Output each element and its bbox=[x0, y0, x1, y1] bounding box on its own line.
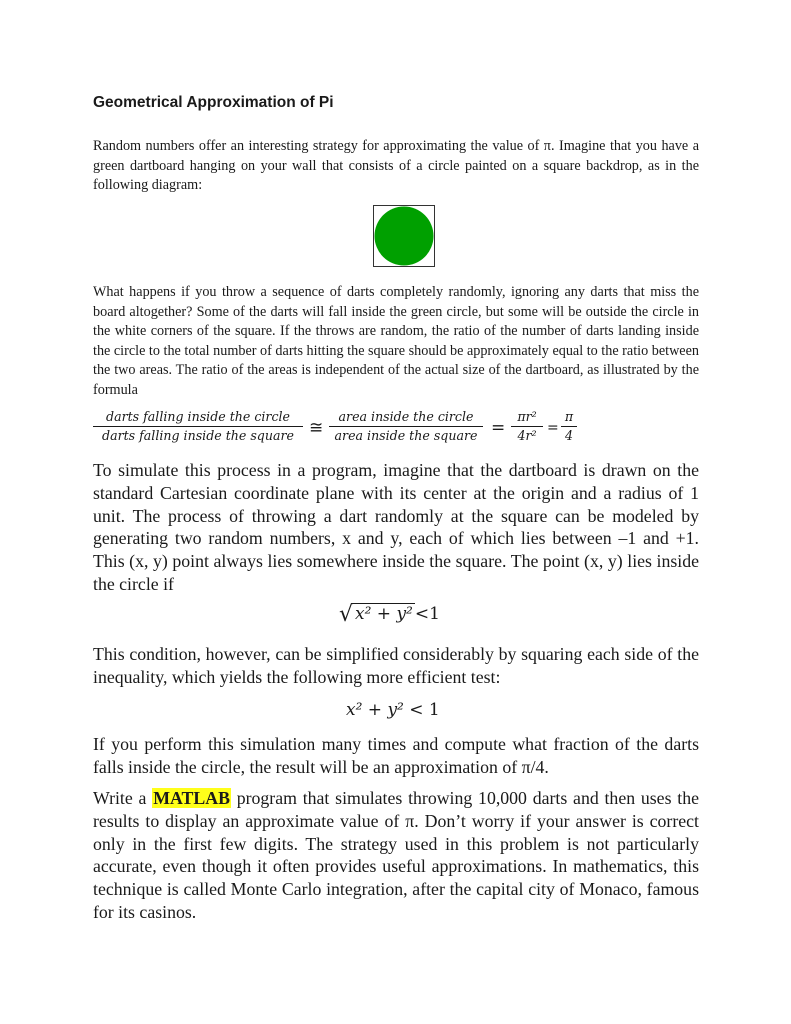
test-lhs: x² + y² bbox=[346, 700, 404, 720]
test-condition bbox=[346, 700, 440, 720]
simplify-paragraph: This condition, however, can be simplified considerably by squaring each side of the inequality, which yields the following more efficient test: bbox=[93, 644, 699, 687]
area-fraction-denominator: area inside the square bbox=[334, 428, 478, 443]
darts-fraction-denominator: darts falling inside the square bbox=[102, 428, 294, 443]
sqrt-radicand: x² + y² bbox=[355, 604, 413, 624]
equals-symbol-1: = bbox=[491, 418, 506, 438]
simulate-paragraph: To simulate this process in a program, imagine that the dartboard is drawn on the standard Cartesian coordinate plane with its center at the origin and a radius of 1 unit. The process of throwing a dart randomly at the square can be modeled by generating two random numbers, x and y, each of which lies between –1 and +1. This (x, y) point always lies somewhere inside the square. The point (x, y) lies inside the circle if bbox=[93, 460, 699, 594]
radius-fraction-denominator: 4r² bbox=[517, 428, 537, 443]
task-text-after: program that simulates throwing 10,000 darts and then uses the results to display an approximate value of π. Don’t worry if your answer is correct only in the first few digits. The strategy used in this problem is not particularly accurate, even though it often provides useful approximations. In mathematics, this technique is called Monte Carlo integration, after the capital city of Monaco, famous for its casinos. bbox=[93, 788, 699, 922]
pi-quarter-numerator: π bbox=[561, 408, 577, 427]
sqrt-condition bbox=[339, 602, 440, 627]
area-fraction-numerator: area inside the circle bbox=[329, 408, 483, 427]
fraction-paragraph: If you perform this simulation many times and compute what fraction of the darts falls inside the circle, the result will be an approximation of π/4. bbox=[93, 734, 699, 777]
intro-paragraph: Random numbers offer an interesting strategy for approximating the value of π. Imagine that you have a green dartboard hanging on your wall that consists of a circle painted on a square backdrop, as in the following diagram: bbox=[93, 138, 699, 194]
area-fraction bbox=[329, 408, 483, 445]
task-text-before: Write a bbox=[93, 788, 153, 808]
task-paragraph bbox=[93, 787, 699, 924]
pi-quarter-denominator: 4 bbox=[564, 428, 573, 443]
sqrt-expression bbox=[339, 602, 415, 627]
dartboard-circle-icon bbox=[375, 207, 434, 266]
dartboard-diagram bbox=[373, 205, 435, 267]
equals-symbol-2: = bbox=[547, 420, 559, 436]
darts-fraction bbox=[93, 408, 303, 445]
ratio-formula bbox=[93, 408, 593, 452]
page-title: Geometrical Approximation of Pi bbox=[93, 94, 334, 111]
darts-fraction-numerator: darts falling inside the circle bbox=[93, 408, 303, 427]
pi-quarter-fraction bbox=[561, 408, 577, 445]
radius-fraction-numerator: πr² bbox=[511, 408, 543, 427]
test-rhs: < 1 bbox=[409, 700, 440, 720]
sqrt-sign-icon: √ bbox=[339, 602, 354, 627]
matlab-highlight: MATLAB bbox=[153, 788, 230, 808]
darts-paragraph: What happens if you throw a sequence of darts completely randomly, ignoring any darts that miss the board altogether? Some of the darts will fall inside the green circle, but some will be outside the circle in the white corners of the square. If the throws are random, the ratio of the number of darts landing inside the circle to the total number of darts hitting the square should be approximately equal to the ratio between the two areas. The ratio of the areas is independent of the actual size of the dartboard, as illustrated by the formula bbox=[93, 284, 699, 398]
sqrt-rhs: <1 bbox=[414, 604, 440, 624]
radius-fraction bbox=[511, 408, 543, 445]
approx-symbol: ≅ bbox=[309, 418, 324, 438]
